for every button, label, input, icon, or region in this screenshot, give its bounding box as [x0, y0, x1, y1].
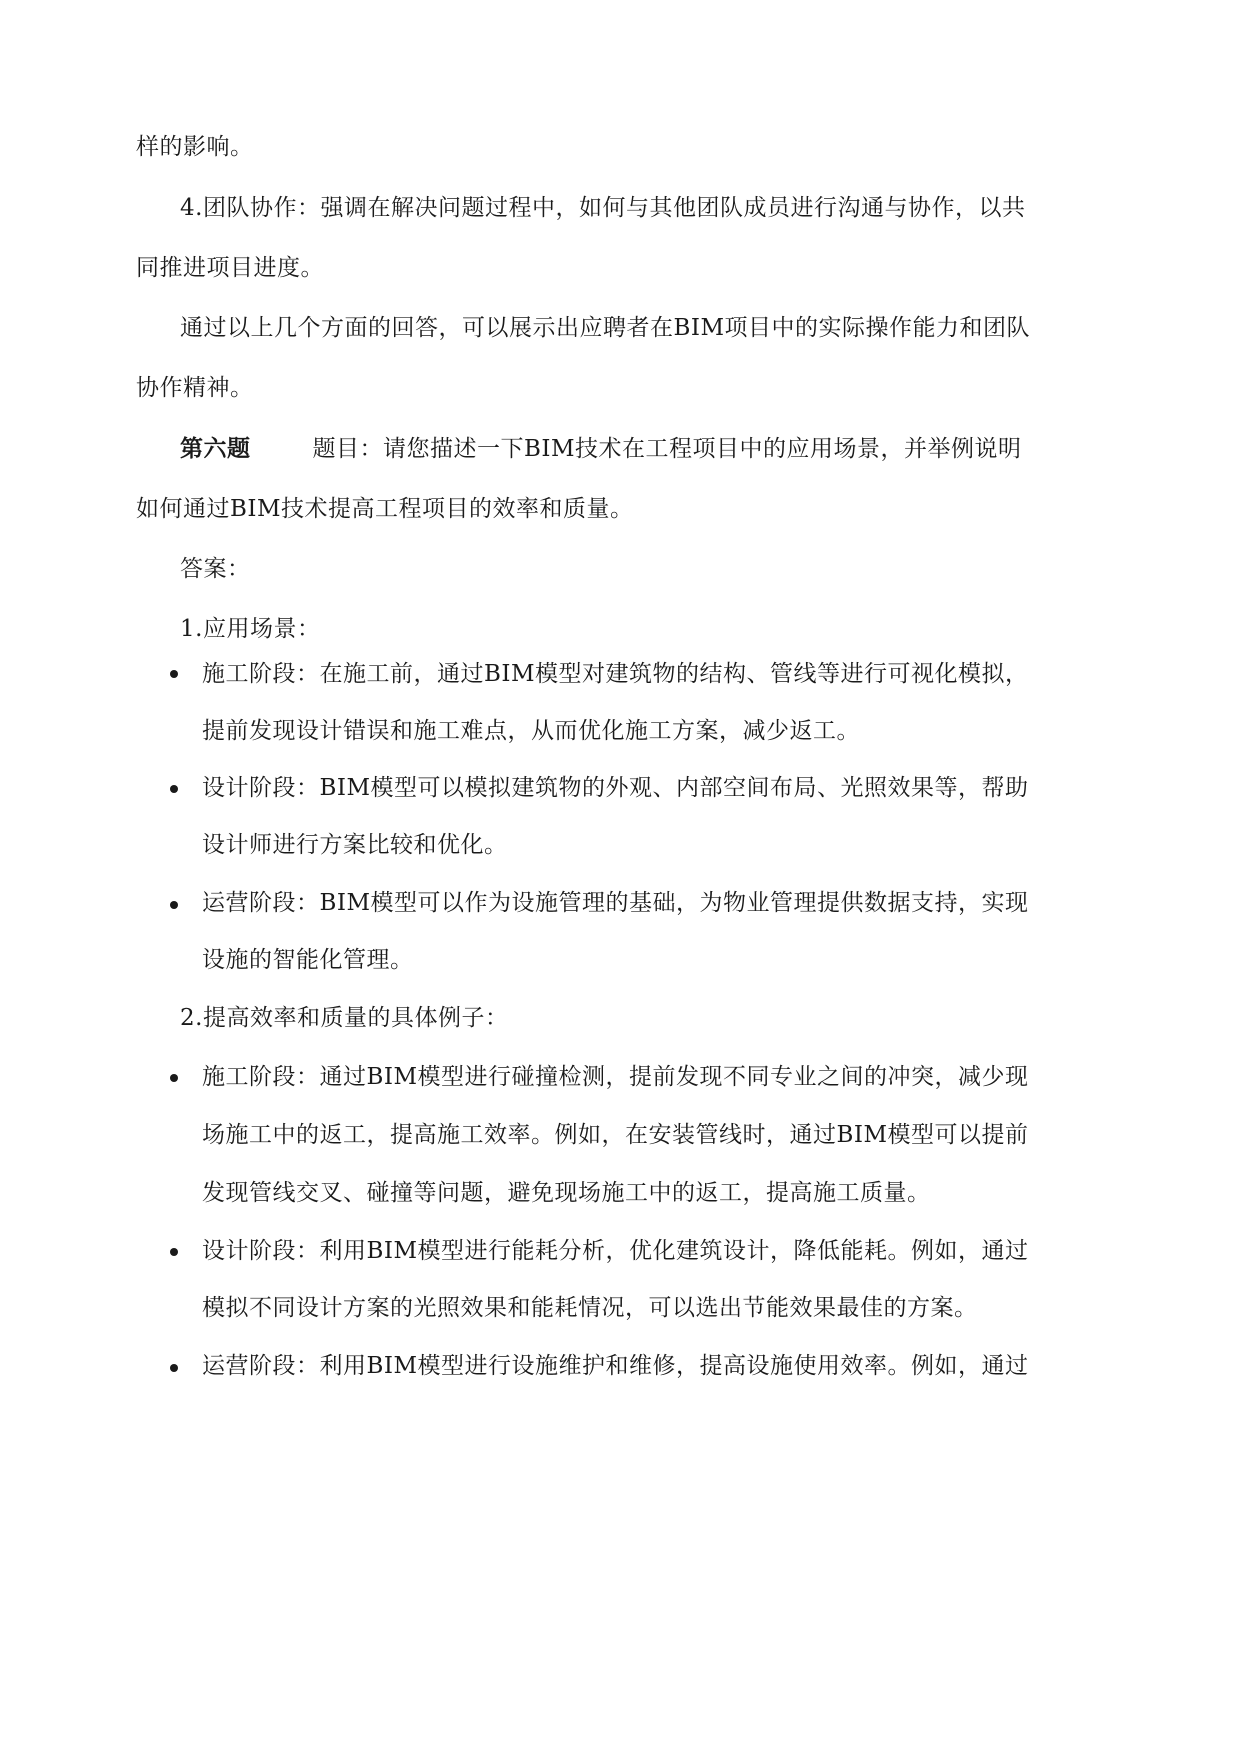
bullet-line: 提前发现设计错误和施工难点，从而优化施工方案，减少返工。 [202, 718, 860, 744]
bullet-line: 模拟不同设计方案的光照效果和能耗情况，可以选出节能效果最佳的方案。 [202, 1295, 978, 1321]
question-six-line-1 [180, 434, 1022, 464]
bullet-icon [170, 901, 178, 909]
paragraph-line: 通过以上几个方面的回答，可以展示出应聘者在BIM项目中的实际操作能力和团队 [180, 315, 1031, 341]
question-number-label: 第六题 [180, 435, 251, 462]
bullet-line: 施工阶段：通过BIM模型进行碰撞检测，提前发现不同专业之间的冲突，减少现 [202, 1064, 1029, 1090]
section-title: 2.提高效率和质量的具体例子： [180, 1005, 509, 1031]
bullet-line: 场施工中的返工，提高施工效率。例如，在安装管线时，通过BIM模型可以提前 [202, 1122, 1029, 1148]
bullet-line: 设计师进行方案比较和优化。 [202, 832, 508, 858]
paragraph-line: 同推进项目进度。 [136, 255, 324, 281]
answer-label: 答案： [180, 556, 251, 582]
question-six-line-2: 如何通过BIM技术提高工程项目的效率和质量。 [136, 496, 634, 522]
paragraph-line: 样的影响。 [136, 134, 254, 160]
bullet-line: 施工阶段：在施工前，通过BIM模型对建筑物的结构、管线等进行可视化模拟， [202, 661, 1029, 687]
paragraph-line: 4.团队协作：强调在解决问题过程中，如何与其他团队成员进行沟通与协作，以共 [180, 195, 1026, 221]
bullet-icon [170, 1074, 178, 1082]
bullet-line: 设计阶段：利用BIM模型进行能耗分析，优化建筑设计，降低能耗。例如，通过 [202, 1238, 1029, 1264]
bullet-icon [170, 1248, 178, 1256]
question-text: 题目：请您描述一下BIM技术在工程项目中的应用场景，并举例说明 [312, 436, 1022, 462]
bullet-icon [170, 785, 178, 793]
bullet-line: 运营阶段：BIM模型可以作为设施管理的基础，为物业管理提供数据支持，实现 [202, 890, 1029, 916]
bullet-line: 发现管线交叉、碰撞等问题，避免现场施工中的返工，提高施工质量。 [202, 1180, 931, 1206]
bullet-line: 运营阶段：利用BIM模型进行设施维护和维修，提高设施使用效率。例如，通过 [202, 1353, 1029, 1379]
paragraph-line: 协作精神。 [136, 375, 254, 401]
bullet-icon [170, 1364, 178, 1372]
bullet-line: 设计阶段：BIM模型可以模拟建筑物的外观、内部空间布局、光照效果等，帮助 [202, 775, 1029, 801]
section-title: 1.应用场景： [180, 616, 321, 642]
bullet-line: 设施的智能化管理。 [202, 947, 414, 973]
bullet-icon [170, 670, 178, 678]
